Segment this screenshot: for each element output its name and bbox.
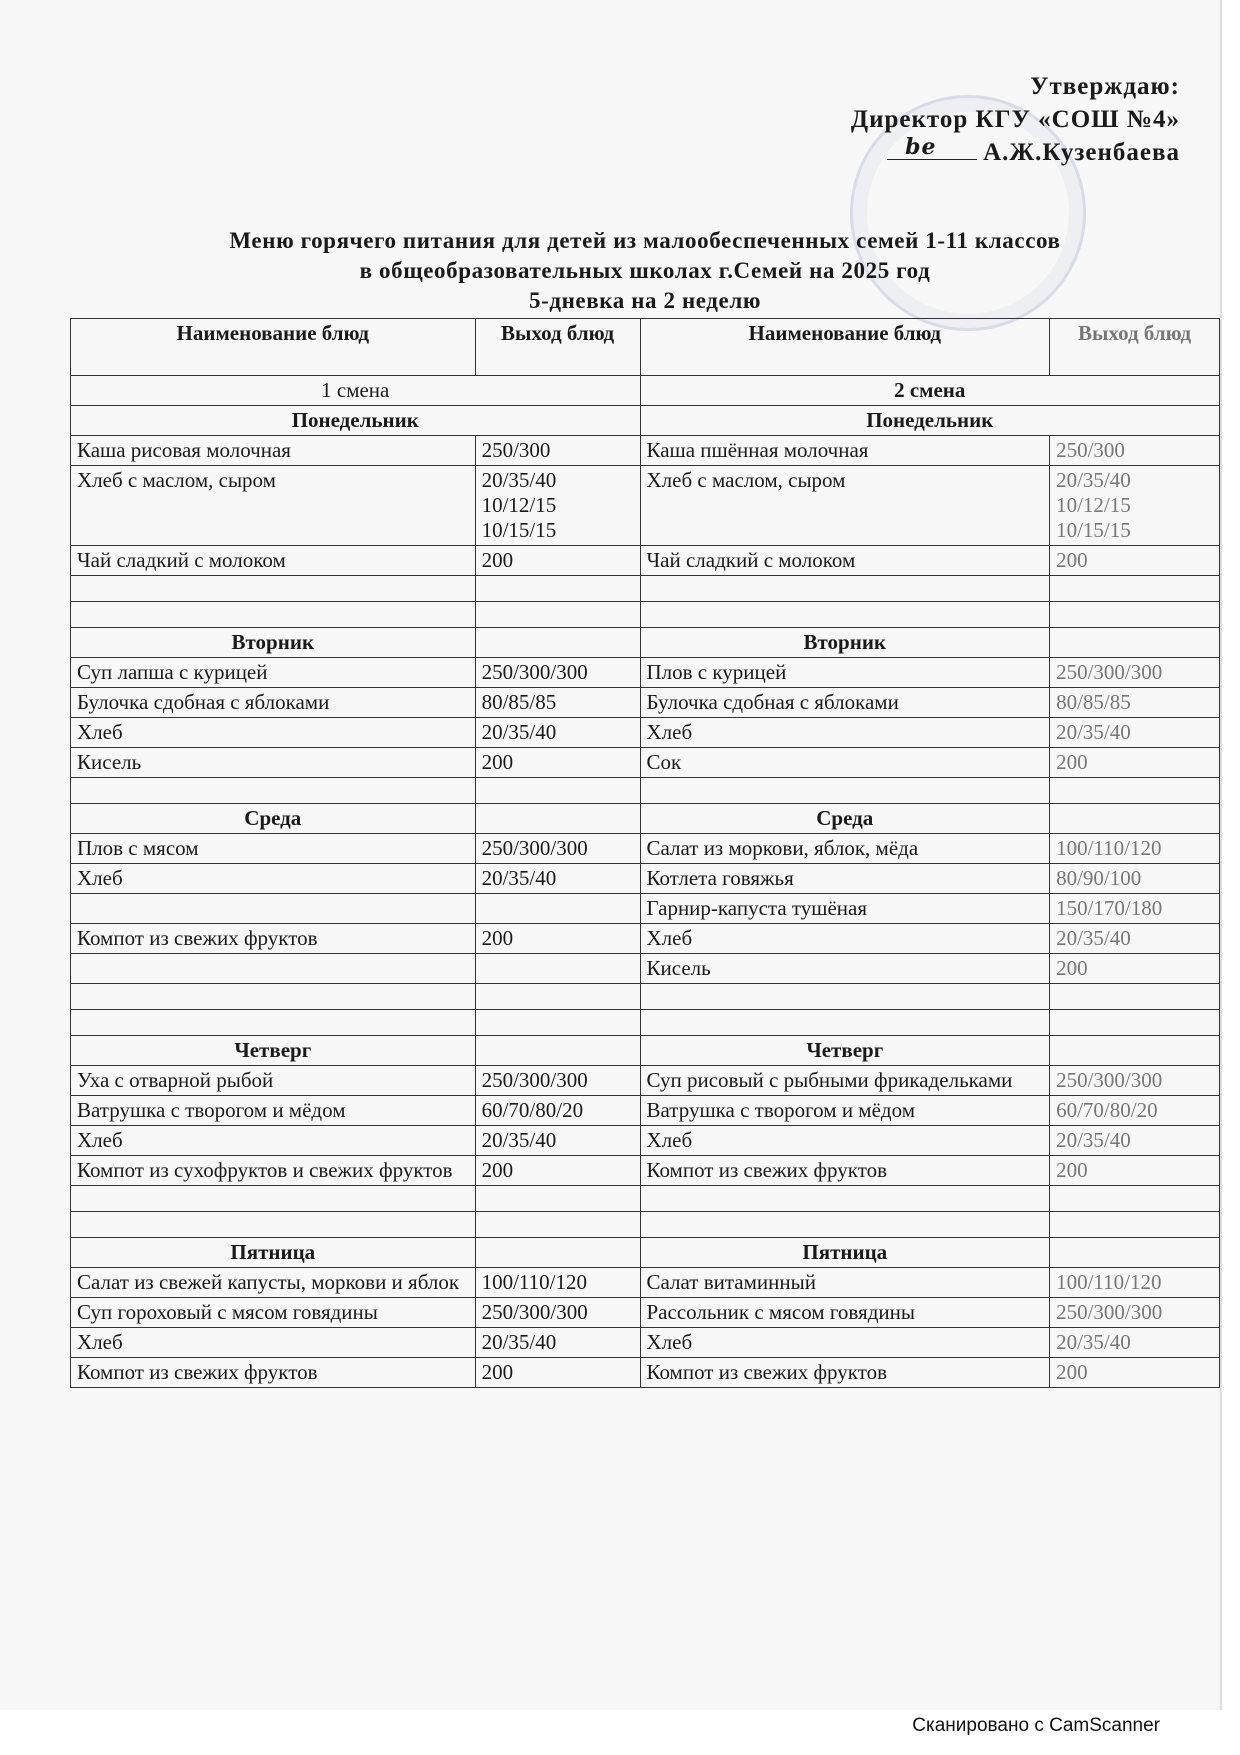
dish-shift-1: Хлеб bbox=[71, 864, 476, 894]
dish-shift-1: Плов с мясом bbox=[71, 834, 476, 864]
portion-shift-1: 250/300 bbox=[475, 436, 640, 466]
day-heading-row bbox=[71, 406, 1220, 436]
empty-cell bbox=[475, 1238, 640, 1268]
day-heading-row bbox=[71, 1238, 1220, 1268]
dish-shift-2: Рассольник с мясом говядины bbox=[640, 1298, 1050, 1328]
day-label-shift-1: Вторник bbox=[71, 628, 476, 658]
day-label-shift-1: Пятница bbox=[71, 1238, 476, 1268]
empty-cell bbox=[71, 576, 476, 602]
dish-shift-1 bbox=[71, 894, 476, 924]
dish-shift-2: Компот из свежих фруктов bbox=[640, 1358, 1050, 1388]
portion-shift-2: 250/300/300 bbox=[1050, 658, 1220, 688]
portion-shift-2: 20/35/40 10/12/15 10/15/15 bbox=[1050, 466, 1220, 546]
empty-cell bbox=[1050, 804, 1220, 834]
signature-mark: be bbox=[905, 134, 937, 160]
empty-row bbox=[71, 984, 1220, 1010]
portion-shift-2: 80/85/85 bbox=[1050, 688, 1220, 718]
day-heading-row bbox=[71, 804, 1220, 834]
dish-shift-2: Кисель bbox=[640, 954, 1050, 984]
empty-cell bbox=[640, 778, 1050, 804]
shift-row bbox=[71, 376, 1220, 406]
empty-row bbox=[71, 602, 1220, 628]
portion-shift-1: 20/35/40 bbox=[475, 718, 640, 748]
table-row bbox=[71, 1268, 1220, 1298]
empty-cell bbox=[71, 1186, 476, 1212]
empty-cell bbox=[1050, 1010, 1220, 1036]
empty-row bbox=[71, 778, 1220, 804]
approval-position: Директор КГУ «СОШ №4» bbox=[850, 106, 1180, 133]
approver-name: А.Ж.Кузенбаева bbox=[983, 139, 1180, 166]
portion-shift-2: 200 bbox=[1050, 1156, 1220, 1186]
day-heading-row bbox=[71, 628, 1220, 658]
dish-shift-2: Хлеб bbox=[640, 718, 1050, 748]
portion-shift-2: 20/35/40 bbox=[1050, 718, 1220, 748]
dish-shift-2: Хлеб bbox=[640, 1126, 1050, 1156]
table-row bbox=[71, 864, 1220, 894]
dish-shift-1: Уха с отварной рыбой bbox=[71, 1066, 476, 1096]
dish-shift-2: Салат витаминный bbox=[640, 1268, 1050, 1298]
portion-shift-2: 20/35/40 bbox=[1050, 924, 1220, 954]
dish-shift-1 bbox=[71, 954, 476, 984]
portion-shift-2: 150/170/180 bbox=[1050, 894, 1220, 924]
portion-shift-1: 60/70/80/20 bbox=[475, 1096, 640, 1126]
empty-cell bbox=[475, 778, 640, 804]
portion-shift-2: 250/300/300 bbox=[1050, 1298, 1220, 1328]
empty-cell bbox=[640, 576, 1050, 602]
table-row bbox=[71, 1096, 1220, 1126]
title-line-3: 5-дневка на 2 неделю bbox=[528, 288, 762, 313]
portion-shift-1: 200 bbox=[475, 546, 640, 576]
empty-row bbox=[71, 1186, 1220, 1212]
dish-shift-1: Кисель bbox=[71, 748, 476, 778]
table-row bbox=[71, 1126, 1220, 1156]
approval-heading: Утверждаю: bbox=[1030, 73, 1180, 100]
table-row bbox=[71, 436, 1220, 466]
portion-shift-1: 20/35/40 10/12/15 10/15/15 bbox=[475, 466, 640, 546]
portion-shift-2: 100/110/120 bbox=[1050, 834, 1220, 864]
dish-shift-1: Компот из сухофруктов и свежих фруктов bbox=[71, 1156, 476, 1186]
empty-cell bbox=[1050, 778, 1220, 804]
dish-shift-1: Хлеб с маслом, сыром bbox=[71, 466, 476, 546]
approval-signature-line bbox=[851, 136, 1180, 169]
dish-shift-1: Суп лапша с курицей bbox=[71, 658, 476, 688]
portion-shift-1: 250/300/300 bbox=[475, 834, 640, 864]
dish-shift-1: Хлеб bbox=[71, 1328, 476, 1358]
dish-shift-2: Хлеб с маслом, сыром bbox=[640, 466, 1050, 546]
portion-shift-2: 60/70/80/20 bbox=[1050, 1096, 1220, 1126]
portion-shift-1: 200 bbox=[475, 1156, 640, 1186]
portion-shift-2: 200 bbox=[1050, 954, 1220, 984]
day-heading-row bbox=[71, 1036, 1220, 1066]
title-line-1: Меню горячего питания для детей из малообеспеченных семей 1-11 классов bbox=[229, 228, 1061, 253]
day-label-shift-1: Среда bbox=[71, 804, 476, 834]
dish-shift-2: Каша пшённая молочная bbox=[640, 436, 1050, 466]
menu-table bbox=[70, 318, 1220, 1388]
empty-cell bbox=[1050, 628, 1220, 658]
table-row bbox=[71, 1298, 1220, 1328]
portion-shift-1: 250/300/300 bbox=[475, 658, 640, 688]
header-portion-1: Выход блюд bbox=[475, 319, 640, 376]
table-row bbox=[71, 466, 1220, 546]
empty-cell bbox=[71, 1010, 476, 1036]
dish-shift-2: Булочка сдобная с яблоками bbox=[640, 688, 1050, 718]
scanner-watermark: Сканировано с CamScanner bbox=[912, 1715, 1160, 1736]
table-row bbox=[71, 546, 1220, 576]
dish-shift-1: Компот из свежих фруктов bbox=[71, 1358, 476, 1388]
portion-shift-2: 20/35/40 bbox=[1050, 1126, 1220, 1156]
day-label-shift-1: Четверг bbox=[71, 1036, 476, 1066]
day-label-shift-1: Понедельник bbox=[71, 406, 641, 436]
dish-shift-1: Хлеб bbox=[71, 1126, 476, 1156]
empty-cell bbox=[475, 1186, 640, 1212]
dish-shift-1: Хлеб bbox=[71, 718, 476, 748]
portion-shift-1: 80/85/85 bbox=[475, 688, 640, 718]
table-header-row bbox=[71, 319, 1220, 376]
day-label-shift-2: Пятница bbox=[640, 1238, 1050, 1268]
portion-shift-1 bbox=[475, 954, 640, 984]
empty-cell bbox=[1050, 1212, 1220, 1238]
portion-shift-2: 200 bbox=[1050, 748, 1220, 778]
dish-shift-2: Гарнир-капуста тушёная bbox=[640, 894, 1050, 924]
portion-shift-2: 100/110/120 bbox=[1050, 1268, 1220, 1298]
dish-shift-2: Хлеб bbox=[640, 924, 1050, 954]
table-row bbox=[71, 954, 1220, 984]
table-row bbox=[71, 718, 1220, 748]
table-row bbox=[71, 834, 1220, 864]
empty-cell bbox=[1050, 1186, 1220, 1212]
empty-cell bbox=[475, 984, 640, 1010]
empty-row bbox=[71, 1010, 1220, 1036]
empty-cell bbox=[1050, 984, 1220, 1010]
dish-shift-1: Каша рисовая молочная bbox=[71, 436, 476, 466]
empty-cell bbox=[475, 628, 640, 658]
portion-shift-2: 250/300 bbox=[1050, 436, 1220, 466]
day-label-shift-2: Вторник bbox=[640, 628, 1050, 658]
dish-shift-2: Ватрушка с творогом и мёдом bbox=[640, 1096, 1050, 1126]
portion-shift-1: 20/35/40 bbox=[475, 864, 640, 894]
table-row bbox=[71, 894, 1220, 924]
table-row bbox=[71, 748, 1220, 778]
dish-shift-1: Ватрушка с творогом и мёдом bbox=[71, 1096, 476, 1126]
table-row bbox=[71, 1358, 1220, 1388]
portion-shift-1: 200 bbox=[475, 1358, 640, 1388]
day-label-shift-2: Четверг bbox=[640, 1036, 1050, 1066]
empty-cell bbox=[71, 778, 476, 804]
dish-shift-2: Котлета говяжья bbox=[640, 864, 1050, 894]
empty-cell bbox=[640, 984, 1050, 1010]
empty-cell bbox=[1050, 602, 1220, 628]
table-row bbox=[71, 1328, 1220, 1358]
empty-cell bbox=[71, 602, 476, 628]
dish-shift-2: Суп рисовый с рыбными фрикадельками bbox=[640, 1066, 1050, 1096]
shift-2-label: 2 смена bbox=[640, 376, 1220, 406]
empty-cell bbox=[475, 602, 640, 628]
header-dish-1: Наименование блюд bbox=[71, 319, 476, 376]
portion-shift-2: 200 bbox=[1050, 546, 1220, 576]
dish-shift-1: Булочка сдобная с яблоками bbox=[71, 688, 476, 718]
empty-cell bbox=[475, 1010, 640, 1036]
empty-cell bbox=[1050, 576, 1220, 602]
empty-cell bbox=[1050, 1238, 1220, 1268]
empty-cell bbox=[475, 1212, 640, 1238]
empty-row bbox=[71, 576, 1220, 602]
dish-shift-1: Компот из свежих фруктов bbox=[71, 924, 476, 954]
dish-shift-1: Чай сладкий с молоком bbox=[71, 546, 476, 576]
dish-shift-1: Суп гороховый с мясом говядины bbox=[71, 1298, 476, 1328]
portion-shift-1 bbox=[475, 894, 640, 924]
portion-shift-1: 20/35/40 bbox=[475, 1126, 640, 1156]
portion-shift-1: 20/35/40 bbox=[475, 1328, 640, 1358]
empty-cell bbox=[640, 602, 1050, 628]
empty-cell bbox=[475, 576, 640, 602]
portion-shift-1: 100/110/120 bbox=[475, 1268, 640, 1298]
dish-shift-2: Хлеб bbox=[640, 1328, 1050, 1358]
portion-shift-2: 250/300/300 bbox=[1050, 1066, 1220, 1096]
empty-cell bbox=[640, 1212, 1050, 1238]
dish-shift-2: Сок bbox=[640, 748, 1050, 778]
portion-shift-2: 200 bbox=[1050, 1358, 1220, 1388]
table-row bbox=[71, 924, 1220, 954]
table-row bbox=[71, 1156, 1220, 1186]
dish-shift-2: Плов с курицей bbox=[640, 658, 1050, 688]
empty-cell bbox=[71, 1212, 476, 1238]
shift-1-label: 1 смена bbox=[71, 376, 641, 406]
title-line-2: в общеобразовательных школах г.Семей на 2025 год bbox=[359, 258, 931, 283]
header-dish-2: Наименование блюд bbox=[640, 319, 1050, 376]
portion-shift-2: 20/35/40 bbox=[1050, 1328, 1220, 1358]
approval-block bbox=[851, 70, 1180, 169]
dish-shift-2: Чай сладкий с молоком bbox=[640, 546, 1050, 576]
day-label-shift-2: Среда bbox=[640, 804, 1050, 834]
portion-shift-1: 250/300/300 bbox=[475, 1066, 640, 1096]
empty-cell bbox=[71, 984, 476, 1010]
day-label-shift-2: Понедельник bbox=[640, 406, 1220, 436]
table-row bbox=[71, 1066, 1220, 1096]
table-row bbox=[71, 658, 1220, 688]
portion-shift-1: 200 bbox=[475, 748, 640, 778]
dish-shift-2: Компот из свежих фруктов bbox=[640, 1156, 1050, 1186]
table-row bbox=[71, 688, 1220, 718]
empty-cell bbox=[640, 1186, 1050, 1212]
empty-row bbox=[71, 1212, 1220, 1238]
dish-shift-2: Салат из моркови, яблок, мёда bbox=[640, 834, 1050, 864]
portion-shift-1: 200 bbox=[475, 924, 640, 954]
header-portion-2: Выход блюд bbox=[1050, 319, 1220, 376]
portion-shift-1: 250/300/300 bbox=[475, 1298, 640, 1328]
empty-cell bbox=[475, 804, 640, 834]
empty-cell bbox=[1050, 1036, 1220, 1066]
empty-cell bbox=[640, 1010, 1050, 1036]
portion-shift-2: 80/90/100 bbox=[1050, 864, 1220, 894]
empty-cell bbox=[475, 1036, 640, 1066]
document-title bbox=[70, 226, 1220, 316]
signature-line bbox=[887, 134, 977, 160]
dish-shift-1: Салат из свежей капусты, моркови и яблок bbox=[71, 1268, 476, 1298]
